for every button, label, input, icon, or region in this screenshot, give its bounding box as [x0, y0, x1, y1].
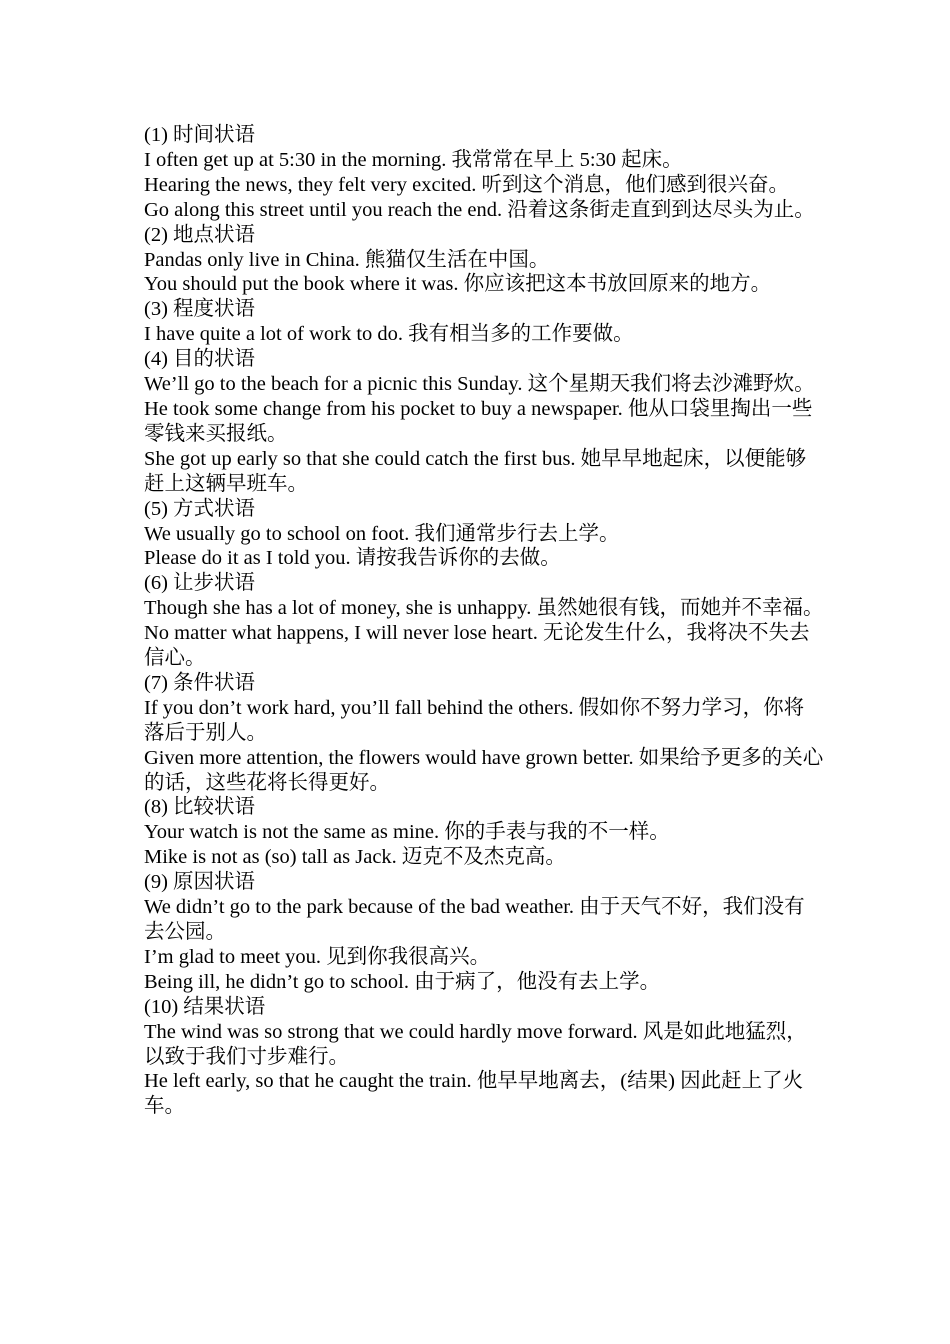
- example-sentence: Though she has a lot of money, she is unhappy. 虽然她很有钱，而她并不幸福。: [144, 597, 824, 620]
- example-sentence: She got up early so that she could catch the first bus. 她早早地起床，以便能够赶上这辆早班车。: [144, 447, 807, 495]
- example-sentence: He left early, so that he caught the train. 他早早地离去，(结果) 因此赶上了火车。: [144, 1070, 804, 1118]
- example-sentence: Please do it as I told you. 请按我告诉你的去做。: [144, 547, 561, 570]
- example-sentence: Being ill, he didn’t go to school. 由于病了，他没有去上学。: [144, 970, 661, 993]
- example-sentence: Go along this street until you reach the end. 沿着这条街走直到到达尽头为止。: [144, 198, 815, 221]
- example-sentence: I have quite a lot of work to do. 我有相当多的工作要做。: [144, 323, 634, 346]
- example-sentence: We usually go to school on foot. 我们通常步行去上学。: [144, 522, 620, 545]
- section-heading-manner: (5) 方式状语: [144, 497, 256, 520]
- document-body: [144, 123, 824, 1119]
- section-heading-time: (1) 时间状语: [144, 124, 256, 146]
- example-sentence: Mike is not as (so) tall as Jack. 迈克不及杰克高。: [144, 846, 566, 869]
- section-heading-condition: (7) 条件状语: [144, 671, 256, 694]
- example-sentence: The wind was so strong that we could hardly move forward. 风是如此地猛烈，以致于我们寸步难行。: [144, 1020, 807, 1068]
- section-heading-purpose: (4) 目的状语: [144, 348, 256, 371]
- example-sentence: Hearing the news, they felt very excited. 听到这个消息，他们感到很兴奋。: [144, 173, 790, 196]
- section-heading-concession: (6) 让步状语: [144, 572, 256, 595]
- example-sentence: I often get up at 5:30 in the morning. 我常常在早上 5:30 起床。: [144, 148, 683, 171]
- example-sentence: We’ll go to the beach for a picnic this Sunday. 这个星期天我们将去沙滩野炊。: [144, 373, 815, 396]
- example-sentence: Given more attention, the flowers would have grown better. 如果给予更多的关心的话，这些花将长得更好。: [144, 746, 824, 794]
- section-heading-place: (2) 地点状语: [144, 223, 256, 246]
- example-sentence: He took some change from his pocket to buy a newspaper. 他从口袋里掏出一些零钱来买报纸。: [144, 397, 813, 445]
- section-heading-result: (10) 结果状语: [144, 995, 266, 1018]
- section-heading-comparison: (8) 比较状语: [144, 796, 256, 819]
- example-sentence: Pandas only live in China. 熊猫仅生活在中国。: [144, 248, 550, 271]
- example-sentence: We didn’t go to the park because of the bad weather. 由于天气不好，我们没有去公园。: [144, 896, 805, 943]
- example-sentence: Your watch is not the same as mine. 你的手表与我的不一样。: [144, 821, 670, 844]
- example-sentence: If you don’t work hard, you’ll fall behind the others. 假如你不努力学习，你将落后于别人。: [144, 696, 805, 744]
- example-sentence: No matter what happens, I will never lose heart. 无论发生什么，我将决不失去信心。: [144, 622, 810, 670]
- example-sentence: I’m glad to meet you. 见到你我很高兴。: [144, 945, 491, 968]
- example-sentence: You should put the book where it was. 你应该把这本书放回原来的地方。: [144, 273, 772, 296]
- section-heading-degree: (3) 程度状语: [144, 298, 256, 321]
- section-heading-cause: (9) 原因状语: [144, 871, 256, 894]
